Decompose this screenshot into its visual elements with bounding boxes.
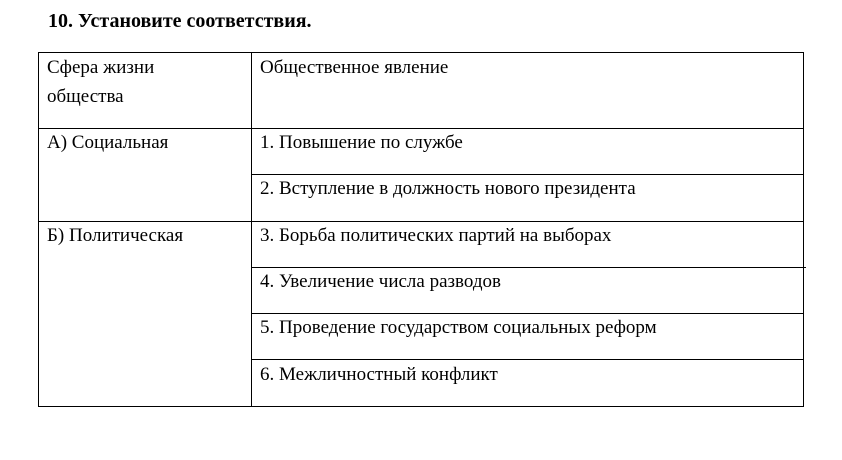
header-sphere-line2: общества bbox=[47, 86, 124, 107]
phenomenon-item-4: 4. Увеличение числа разводов bbox=[260, 271, 501, 292]
header-phenomenon: Общественное явление bbox=[260, 57, 449, 78]
sphere-social: А) Социальная bbox=[47, 132, 169, 153]
phenomenon-item-1: 1. Повышение по службе bbox=[260, 132, 463, 153]
phenomenon-item-2: 2. Вступление в должность нового президента bbox=[260, 178, 636, 199]
phenomenon-item-6: 6. Межличностный конфликт bbox=[260, 364, 498, 385]
phenomenon-item-3: 3. Борьба политических партий на выборах bbox=[260, 225, 612, 246]
table-row-divider bbox=[251, 359, 804, 360]
table-border-left bbox=[38, 52, 39, 407]
table-border-bottom bbox=[38, 406, 804, 407]
table-border-right bbox=[803, 52, 804, 407]
header-sphere-line1: Сфера жизни bbox=[47, 57, 155, 78]
table-border-top bbox=[38, 52, 804, 53]
task-title: 10. Установите соответствия. bbox=[48, 10, 312, 32]
sphere-political: Б) Политическая bbox=[47, 225, 184, 246]
phenomenon-item-5: 5. Проведение государством социальных реформ bbox=[260, 317, 657, 338]
table-column-divider bbox=[251, 52, 252, 407]
